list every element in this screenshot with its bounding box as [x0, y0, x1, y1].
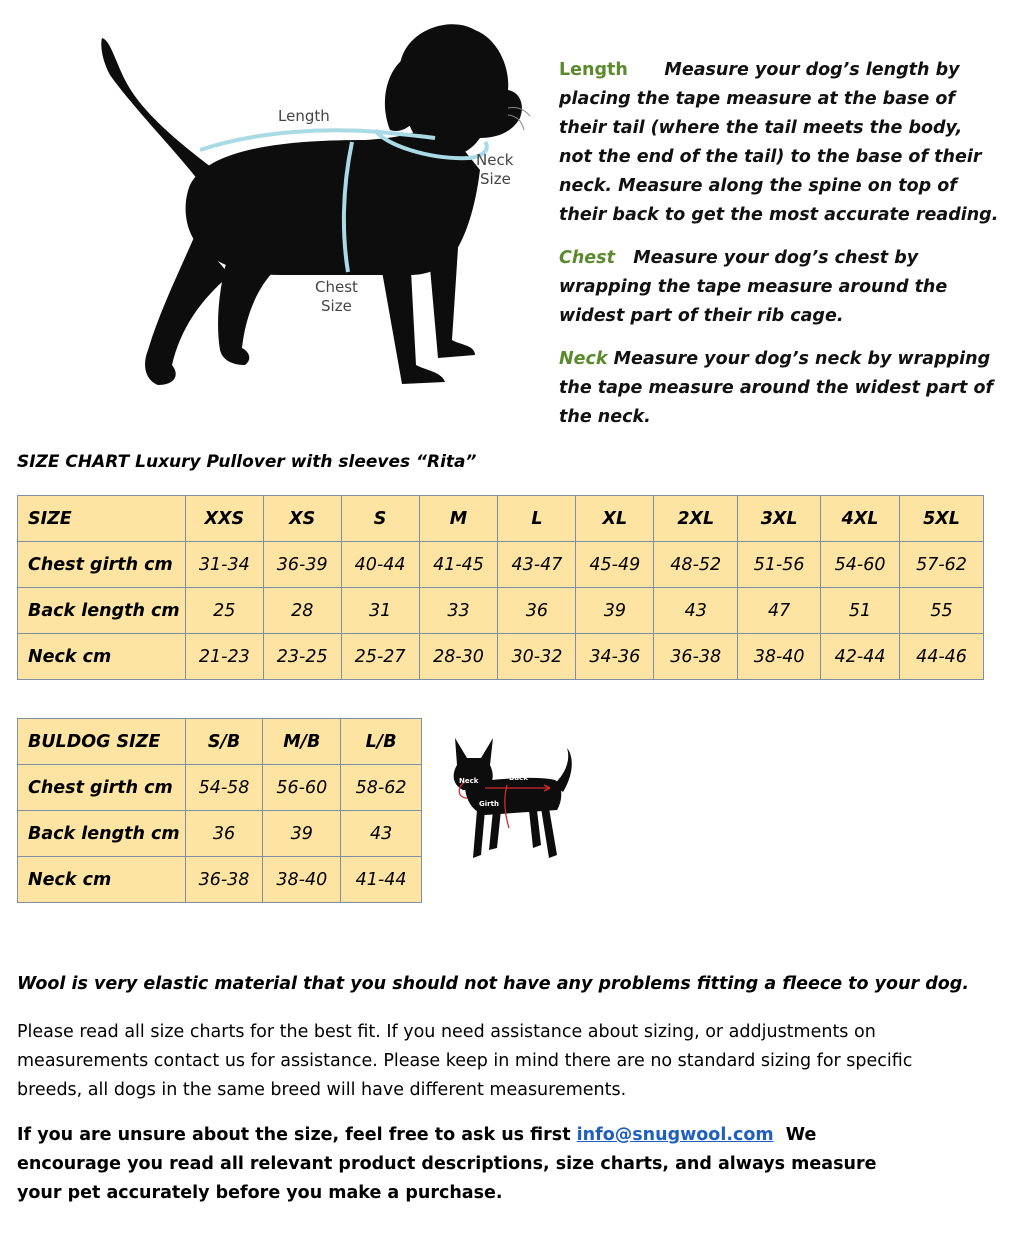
- neck-label-line2: Size: [480, 170, 511, 188]
- header-cell: 4XL: [821, 496, 900, 542]
- table-cell: 43-47: [498, 542, 576, 588]
- table-cell: 38-40: [738, 634, 821, 680]
- table-cell: 36: [185, 811, 263, 857]
- guide-text-chest: Measure your dog’s chest by wrapping the tape measure around the widest part of their rib cage.: [559, 248, 948, 326]
- table-cell: 47: [738, 588, 821, 634]
- table-cell: 45-49: [576, 542, 654, 588]
- row-label: Chest girth cm: [18, 542, 186, 588]
- header-cell: XS: [263, 496, 341, 542]
- header-cell: BULDOG SIZE: [18, 719, 186, 765]
- table-cell: 25: [185, 588, 263, 634]
- header-cell: M/B: [263, 719, 341, 765]
- table-cell: 31: [341, 588, 419, 634]
- row-label: Neck cm: [18, 634, 186, 680]
- row-label: Chest girth cm: [18, 765, 186, 811]
- guide-term-chest: Chest: [559, 248, 615, 268]
- guide-term-length: Length: [559, 60, 628, 80]
- table-cell: 54-58: [185, 765, 263, 811]
- table-cell: 36-38: [185, 857, 263, 903]
- table-cell: 41-44: [341, 857, 422, 903]
- small-dog-diagram: [445, 730, 585, 865]
- header-cell: 5XL: [900, 496, 984, 542]
- unsure-note: [17, 1121, 917, 1208]
- table-cell: 31-34: [185, 542, 263, 588]
- small-girth-label: Girth: [479, 800, 499, 808]
- size-chart-title: SIZE CHART Luxury Pullover with sleeves “Rita”: [17, 452, 477, 472]
- table-cell: 51: [821, 588, 900, 634]
- small-back-label: Back: [509, 774, 528, 782]
- table-cell: 55: [900, 588, 984, 634]
- table-row: [18, 811, 422, 857]
- header-cell: S/B: [185, 719, 263, 765]
- bulldog-header-row: [18, 719, 422, 765]
- please-read-note: Please read all size charts for the best fit. If you need assistance about sizing, or addjustments on measurements contact us for assistance. Please keep in mind there are no standard sizing for specific breeds, all dogs in the same breed will have different measurements.: [17, 1022, 913, 1100]
- length-label: Length: [278, 107, 330, 125]
- header-cell: XL: [576, 496, 654, 542]
- header-cell: XXS: [185, 496, 263, 542]
- header-cell: L: [498, 496, 576, 542]
- header-cell: M: [419, 496, 498, 542]
- email-link[interactable]: info@snugwool.com: [576, 1125, 774, 1145]
- header-cell: 3XL: [738, 496, 821, 542]
- table-cell: 42-44: [821, 634, 900, 680]
- wool-note: Wool is very elastic material that you should not have any problems fitting a fleece to your dog.: [17, 974, 969, 994]
- table-cell: 36: [498, 588, 576, 634]
- header-cell: L/B: [341, 719, 422, 765]
- chest-label-line1: Chest: [315, 278, 358, 296]
- row-label: Back length cm: [18, 811, 186, 857]
- bulldog-size-table: [17, 718, 422, 903]
- guide-neck: [559, 345, 999, 432]
- row-label: Back length cm: [18, 588, 186, 634]
- table-cell: 58-62: [341, 765, 422, 811]
- guide-term-neck: Neck: [559, 349, 608, 369]
- table-cell: 28: [263, 588, 341, 634]
- table-cell: 28-30: [419, 634, 498, 680]
- table-row: [18, 765, 422, 811]
- table-cell: 57-62: [900, 542, 984, 588]
- table-cell: 30-32: [498, 634, 576, 680]
- chest-label-line2: Size: [321, 297, 352, 315]
- guide-text-length: Measure your dog’s length by placing the tape measure at the base of their tail (where the tail meets the body, not the end of the tail) to the base of their neck. Measure along the spine on top of their back to get the most accurate reading.: [559, 60, 999, 225]
- guide-text-neck: Measure your dog’s neck by wrapping the tape measure around the widest part of the neck.: [559, 349, 994, 427]
- table-cell: 54-60: [821, 542, 900, 588]
- size-chart-table: [17, 495, 984, 680]
- table-cell: 21-23: [185, 634, 263, 680]
- table-cell: 23-25: [263, 634, 341, 680]
- unsure-note-before: If you are unsure about the size, feel free to ask us first: [17, 1125, 571, 1145]
- table-cell: 33: [419, 588, 498, 634]
- table-cell: 34-36: [576, 634, 654, 680]
- table-cell: 39: [576, 588, 654, 634]
- table-cell: 40-44: [341, 542, 419, 588]
- header-cell: SIZE: [18, 496, 186, 542]
- neck-label-line1: Neck: [476, 151, 514, 169]
- table-cell: 39: [263, 811, 341, 857]
- table-cell: 56-60: [263, 765, 341, 811]
- table-row: [18, 857, 422, 903]
- measurement-guide: [559, 56, 999, 446]
- table-cell: 41-45: [419, 542, 498, 588]
- dog-silhouette: [101, 24, 522, 385]
- table-cell: 44-46: [900, 634, 984, 680]
- row-label: Neck cm: [18, 857, 186, 903]
- table-cell: 48-52: [654, 542, 738, 588]
- guide-chest: [559, 244, 999, 331]
- small-neck-label: Neck: [459, 777, 479, 785]
- table-cell: 25-27: [341, 634, 419, 680]
- table-row: [18, 634, 984, 680]
- table-cell: 36-39: [263, 542, 341, 588]
- guide-length: [559, 56, 999, 230]
- unsure-note-after: We encourage you read all relevant product descriptions, size charts, and always measure your pet accurately before you make a purchase.: [17, 1125, 877, 1203]
- small-dog-silhouette: [454, 738, 572, 858]
- dog-measurement-diagram: [80, 20, 540, 420]
- table-cell: 43: [341, 811, 422, 857]
- table-row: [18, 588, 984, 634]
- table-cell: 36-38: [654, 634, 738, 680]
- header-cell: S: [341, 496, 419, 542]
- table-cell: 51-56: [738, 542, 821, 588]
- table-cell: 43: [654, 588, 738, 634]
- size-chart-header-row: [18, 496, 984, 542]
- table-cell: 38-40: [263, 857, 341, 903]
- header-cell: 2XL: [654, 496, 738, 542]
- table-row: [18, 542, 984, 588]
